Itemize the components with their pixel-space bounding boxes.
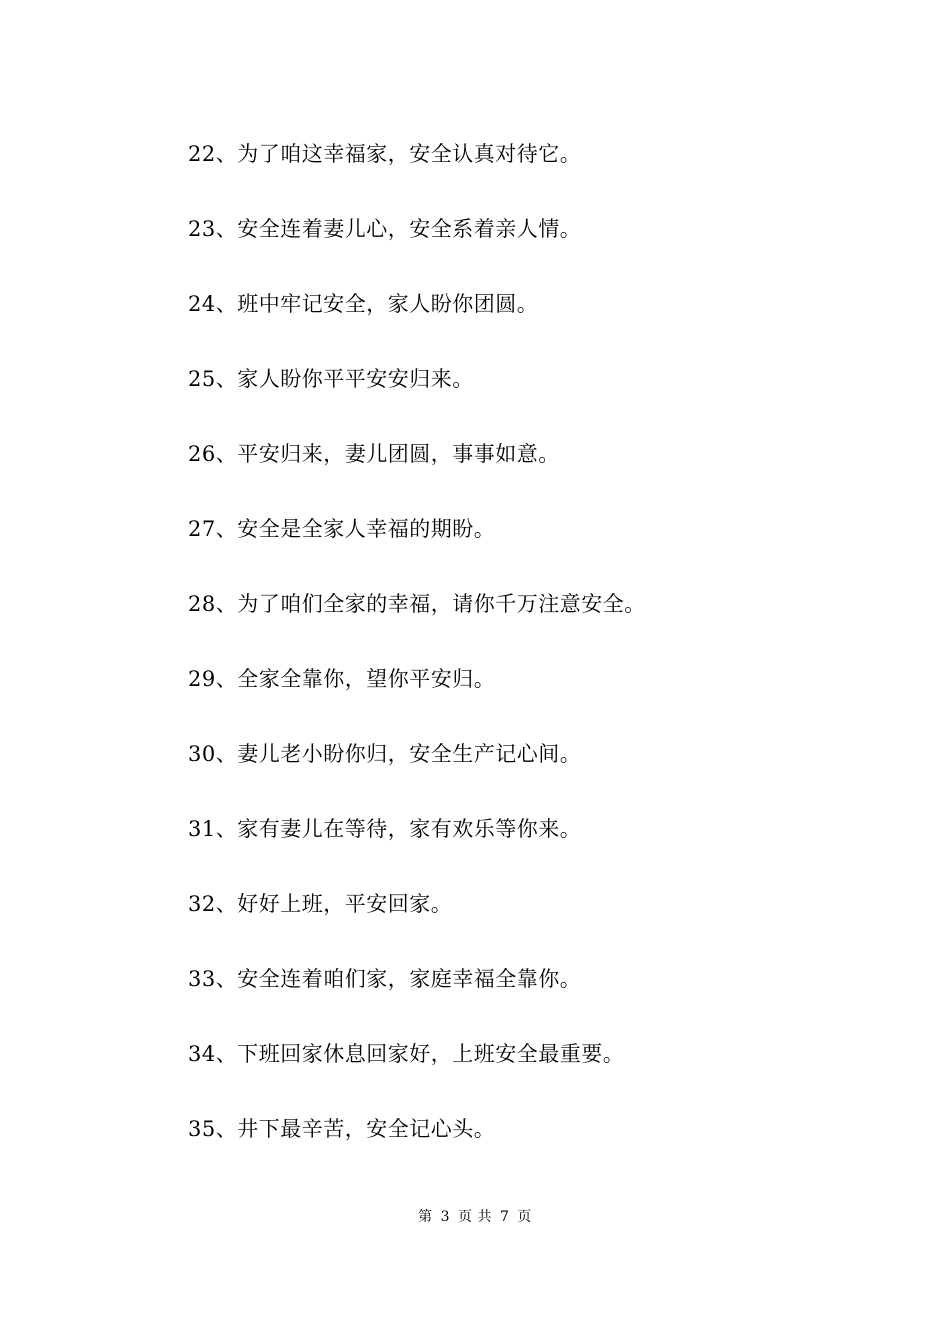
item-separator: 、: [215, 367, 238, 391]
item-text: 井下最辛苦，安全记心头。: [237, 1117, 496, 1141]
item-number: 25: [188, 367, 216, 391]
item-text: 为了咱这幸福家，安全认真对待它。: [237, 142, 582, 166]
item-number: 27: [188, 517, 216, 541]
list-item: [188, 136, 848, 211]
current-page-number: 3: [440, 1209, 451, 1225]
item-number: 29: [188, 667, 216, 691]
item-text: 好好上班，平安回家。: [237, 892, 453, 916]
list-item: [188, 736, 848, 811]
list-item: [188, 1111, 848, 1186]
list-item: [188, 511, 848, 586]
item-separator: 、: [215, 1117, 238, 1141]
list-item: [188, 886, 848, 961]
item-number: 34: [188, 1042, 216, 1066]
footer-middle: 页 共: [458, 1209, 492, 1225]
item-number: 26: [188, 442, 216, 466]
item-text: 班中牢记安全，家人盼你团圆。: [237, 292, 539, 316]
item-separator: 、: [215, 817, 238, 841]
item-number: 32: [188, 892, 216, 916]
total-page-count: 7: [499, 1209, 510, 1225]
item-separator: 、: [215, 1042, 238, 1066]
item-text: 为了咱们全家的幸福，请你千万注意安全。: [237, 592, 646, 616]
item-separator: 、: [215, 292, 238, 316]
item-number: 24: [188, 292, 216, 316]
item-separator: 、: [215, 217, 238, 241]
item-number: 28: [188, 592, 216, 616]
footer-prefix: 第: [418, 1209, 433, 1225]
list-item: [188, 961, 848, 1036]
item-number: 33: [188, 967, 216, 991]
item-separator: 、: [215, 517, 238, 541]
list-item: [188, 661, 848, 736]
item-number: 35: [188, 1117, 216, 1141]
item-separator: 、: [215, 742, 238, 766]
list-item: [188, 586, 848, 661]
item-text: 妻儿老小盼你归，安全生产记心间。: [237, 742, 582, 766]
list-item: [188, 286, 848, 361]
list-item: [188, 1036, 848, 1111]
list-item: [188, 361, 848, 436]
item-separator: 、: [215, 442, 238, 466]
item-number: 23: [188, 217, 216, 241]
item-text: 全家全靠你，望你平安归。: [237, 667, 496, 691]
item-text: 安全连着妻儿心，安全系着亲人情。: [237, 217, 582, 241]
item-separator: 、: [215, 967, 238, 991]
item-separator: 、: [215, 892, 238, 916]
item-text: 平安归来，妻儿团圆，事事如意。: [237, 442, 560, 466]
list-item: [188, 211, 848, 286]
page-footer: [0, 1207, 950, 1227]
item-number: 30: [188, 742, 216, 766]
item-text: 下班回家休息回家好，上班安全最重要。: [237, 1042, 625, 1066]
item-text: 家人盼你平平安安归来。: [237, 367, 474, 391]
item-text: 安全连着咱们家，家庭幸福全靠你。: [237, 967, 582, 991]
item-number: 31: [188, 817, 216, 841]
footer-suffix: 页: [517, 1209, 532, 1225]
item-separator: 、: [215, 142, 238, 166]
item-separator: 、: [215, 592, 238, 616]
item-text: 安全是全家人幸福的期盼。: [237, 517, 496, 541]
list-item: [188, 436, 848, 511]
item-separator: 、: [215, 667, 238, 691]
list-item: [188, 811, 848, 886]
item-text: 家有妻儿在等待，家有欢乐等你来。: [237, 817, 582, 841]
slogan-list: [188, 136, 848, 1186]
item-number: 22: [188, 142, 216, 166]
